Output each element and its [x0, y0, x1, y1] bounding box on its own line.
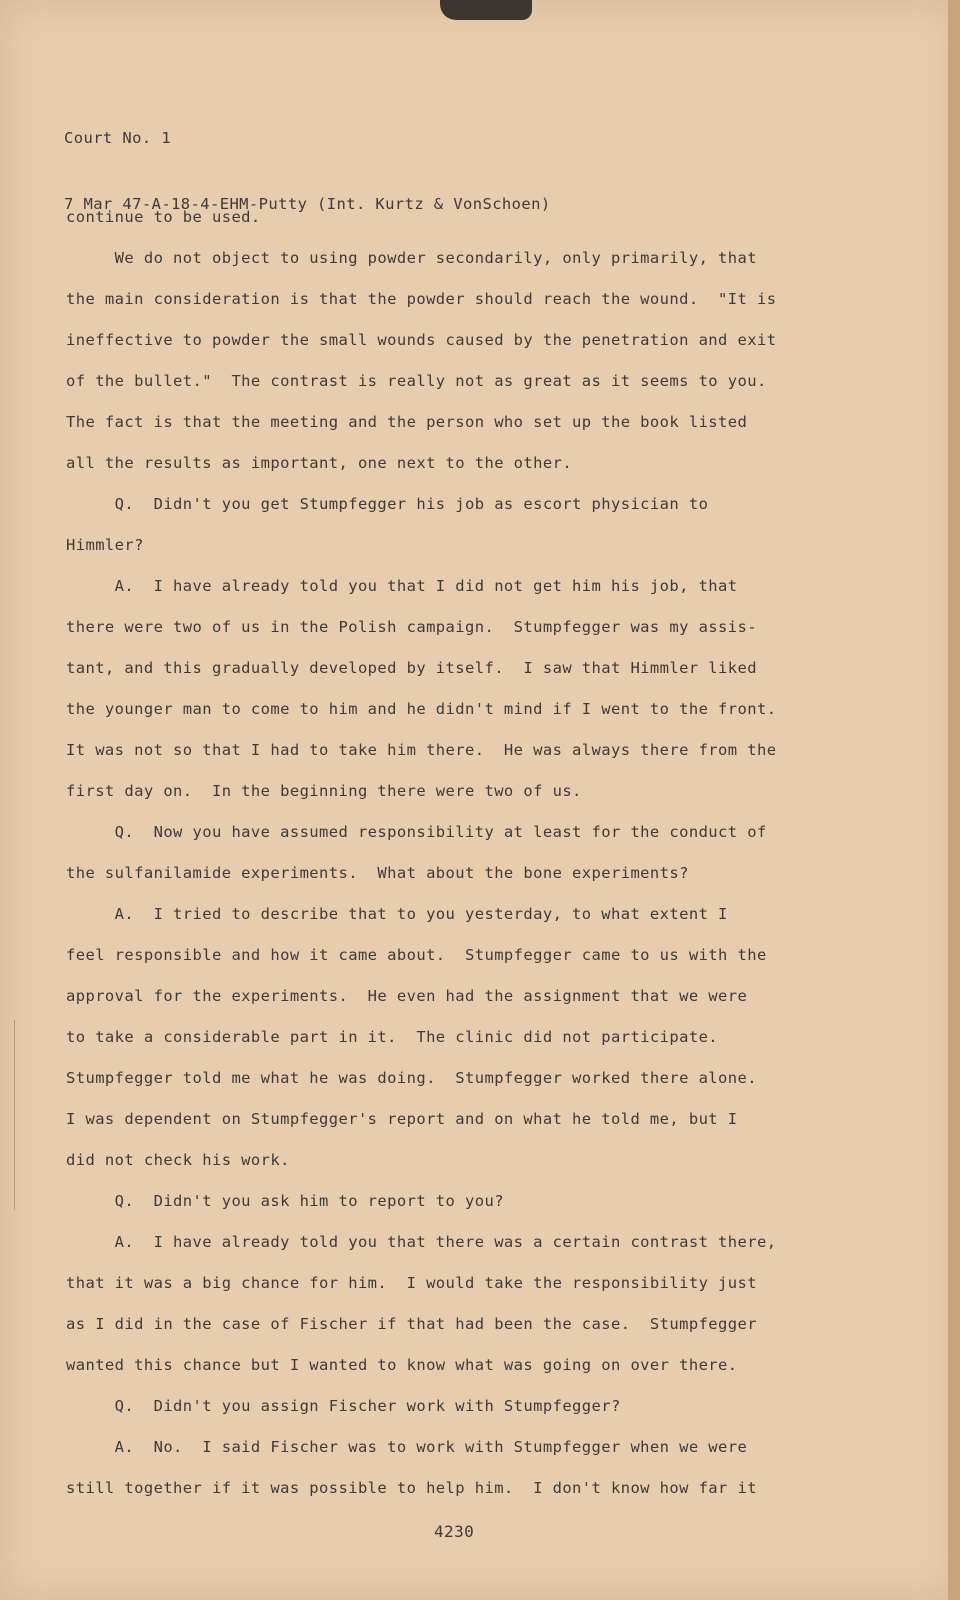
- text-line: as I did in the case of Fischer if that had been the case. Stumpfegger: [66, 1315, 757, 1333]
- text-line: A. I tried to describe that to you yesterday, to what extent I: [66, 905, 728, 923]
- text-line: It was not so that I had to take him there. He was always there from the: [66, 741, 777, 759]
- page-edge: [948, 0, 960, 1600]
- text-line: feel responsible and how it came about. Stumpfegger came to us with the: [66, 946, 767, 964]
- text-line: Himmler?: [66, 536, 144, 554]
- text-line: The fact is that the meeting and the person who set up the book listed: [66, 413, 748, 431]
- text-line: A. I have already told you that there was a certain contrast there,: [66, 1233, 777, 1251]
- text-line: the main consideration is that the powder should reach the wound. "It is: [66, 290, 777, 308]
- text-line: all the results as important, one next to the other.: [66, 454, 573, 472]
- text-line: continue to be used.: [66, 208, 261, 226]
- text-line: first day on. In the beginning there were two of us.: [66, 782, 582, 800]
- text-line: to take a considerable part in it. The clinic did not participate.: [66, 1028, 719, 1046]
- text-line: wanted this chance but I wanted to know what was going on over there.: [66, 1356, 738, 1374]
- text-line: We do not object to using powder secondarily, only primarily, that: [66, 249, 757, 267]
- page-number: 4230: [434, 1522, 475, 1541]
- text-line: Stumpfegger told me what he was doing. Stumpfegger worked there alone.: [66, 1069, 757, 1087]
- session-label: 7 Mar 47-A-18-4-EHM-Putty (Int. Kurtz & VonSchoen): [64, 195, 551, 213]
- text-line: did not check his work.: [66, 1151, 290, 1169]
- text-line: still together if it was possible to help him. I don't know how far it: [66, 1479, 757, 1497]
- text-line: that it was a big chance for him. I would take the responsibility just: [66, 1274, 757, 1292]
- text-line: A. I have already told you that I did not get him his job, that: [66, 577, 738, 595]
- court-label: Court No. 1: [64, 129, 172, 147]
- text-line: the sulfanilamide experiments. What about the bone experiments?: [66, 864, 689, 882]
- torn-corner: [440, 0, 532, 20]
- text-line: Q. Didn't you assign Fischer work with Stumpfegger?: [66, 1397, 621, 1415]
- text-line: Q. Didn't you get Stumpfegger his job as escort physician to: [66, 495, 709, 513]
- text-line: Q. Didn't you ask him to report to you?: [66, 1192, 504, 1210]
- text-line: the younger man to come to him and he didn't mind if I went to the front.: [66, 700, 777, 718]
- text-line: ineffective to powder the small wounds caused by the penetration and exit: [66, 331, 777, 349]
- text-line: tant, and this gradually developed by itself. I saw that Himmler liked: [66, 659, 757, 677]
- text-line: there were two of us in the Polish campaign. Stumpfegger was my assis-: [66, 618, 757, 636]
- text-line: of the bullet." The contrast is really not as great as it seems to you.: [66, 372, 767, 390]
- margin-mark: [14, 1020, 15, 1210]
- text-line: Q. Now you have assumed responsibility at least for the conduct of: [66, 823, 767, 841]
- text-line: approval for the experiments. He even had the assignment that we were: [66, 987, 748, 1005]
- text-line: I was dependent on Stumpfegger's report and on what he told me, but I: [66, 1110, 738, 1128]
- transcript-header: [64, 83, 551, 259]
- text-line: A. No. I said Fischer was to work with Stumpfegger when we were: [66, 1438, 748, 1456]
